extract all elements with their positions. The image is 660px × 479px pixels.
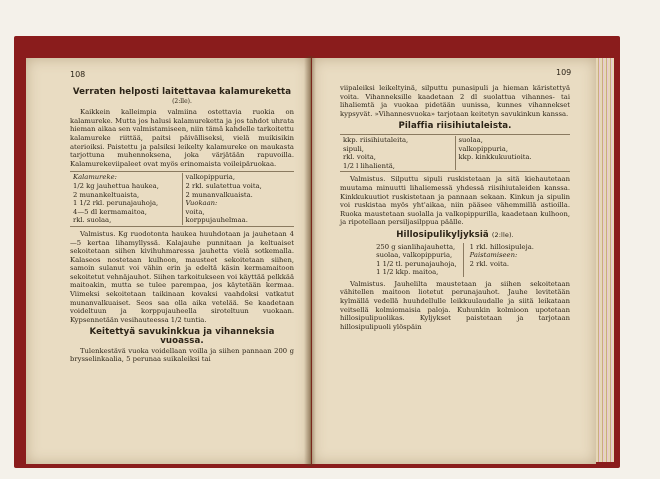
ingredients-left-column (340, 136, 455, 170)
ingredient-line: 1/2 l lihalientä, (343, 161, 395, 170)
ingredients-table (70, 171, 294, 227)
ingredient-line: voita, (185, 207, 205, 216)
ingredient-line: 1 1/2 rkl. perunajauhoja, (73, 199, 159, 208)
ingredient-line: valkopippuria, (458, 144, 509, 153)
ingredients-right-column (463, 243, 540, 277)
recipe-method: Valmistus. Silputtu sipuli ruskistetaan ja sitä kiehautetaan muutama minuutti lihaliemessä yhdessä riisihiutaleiden kanssa. Kinkkukuutiot ruskistetaan ja pannaan sekaan. Kinkun ja sipulin voi ruskistaa myös yht'aikaa, niin pääsee vähemmillä astioilla. Ruoka maustetaan suolalla ja valkopippurilla, kaadetaan kulhoon, ja ripotellaan persiljasilppua päälle. (340, 175, 570, 227)
serves-note: (2:lle). (491, 230, 514, 239)
ingredient-line: 2 munanvalkuaista. (185, 190, 253, 199)
ingredients-table (340, 134, 570, 172)
right-page-content (340, 84, 570, 331)
left-page-content (70, 84, 294, 364)
ingredient-line: 2 rkl. voita. (469, 259, 510, 268)
recipe-title: Keitettyä savukinkkua ja vihanneksia vuoassa. (89, 327, 275, 347)
ingredient-line: 1 rkl. hillosipuleja. (469, 242, 534, 251)
ingredient-line: 4—5 dl kermamaitoa, (73, 207, 147, 216)
ingredient-line: 1 1/2 kkp. maitoa, (376, 268, 439, 277)
ingredient-line: kkp. kinkkukuutioita. (458, 153, 532, 162)
ingredient-line: valkopippuria, (185, 173, 236, 182)
recipe-intro: Tulenkestävä vuoka voidellaan voilla ja siihen pannaan 200 g brysselinkaalia, 5 perunaa suikaleiksi tai (70, 346, 294, 364)
ingredient-line: 2 munankeltuaista, (73, 190, 140, 199)
ingredient-line: rkl. suolaa, (73, 216, 112, 225)
page-edges (596, 58, 614, 462)
ingredient-line: Vuokaan: (185, 199, 218, 208)
ingredients-right-column (455, 136, 571, 170)
ingredient-line: suolaa, (458, 135, 483, 144)
recipe-method: Valmistus. Kg ruodotonta haukea huuhdotaan ja jauhetaan 4—5 kertaa lihamyllyssä. Kalajauhe punnitaan ja keltuaiset sekoitetaan siihen kivihuhmaressa jauhetta vielä sotkemalla. Kalaseos nostetaan kulhoon, mausteet sekoitetaan siihen, samoin sulanut voi vähin erin ja edeltä käsin kermamaitoon sekoitetut vehnäjauhot. Siihen tarkoitukseen voi käyttää pelkkää maitoakin, mutta se tulee parempaa, jos käytetään kermaa. Viimeksi sekoitetaan taikinaan kovaksi vaahdoksi vatkatut munanvalkuaiset. Seos saa olla aika vetelää. Se kaadetaan voideltuun ja korppujauheella siroteltuun vuokaan. Kypsennetään vesihauteessa 1/2 tuntia. (70, 229, 294, 324)
ingredient-line: 2 rkl. sulatettua voita, (185, 181, 262, 190)
ingredient-line: 250 g sianlihajauhetta, (376, 242, 456, 251)
ingredient-line: 1 1/2 tl. perunajauhoja, (376, 259, 457, 268)
ingredients-left-column (370, 243, 463, 277)
recipe-method: Valmistus. Jauhelilta maustetaan ja siihen sekoitetaan vähitellen maitoon liotetut perunajauhot. Jauhe levitetään kylmällä vedellä huuhdellulle leikkuulaudalle ja siitä leikataan veitsellä kolmiomaisia paloja. Kuhunkin kolmioon upotetaan hillosipulipuolikas. Kyljykset paistetaan ja tarjotaan hillosipulipuoli ylöspäin (340, 279, 570, 331)
recipe-title: Hillosipulikyljyksiä (396, 229, 489, 240)
ingredient-line: suolaa, valkopippuria, (376, 251, 453, 260)
ingredient-line: Paistamiseen: (469, 251, 518, 260)
ingredients-left-column (70, 173, 182, 225)
ingredients-table (340, 243, 570, 277)
ingredient-line: Kalamureke: (73, 173, 117, 182)
serves-note: (2:lle). (172, 97, 192, 105)
ingredients-right-column (182, 173, 295, 225)
recipe-intro: Kaikkein kalleimpia valmiina ostettavia ruokia on kalamureke. Mutta jos halusi kalamureketta ja jos tahdot uhrata hieman aikaa sen valmistamiseen, niin tämä kahdelle tarkoitettu kalamureke riittää, paitsi päivälliseksi, vielä muikisikin aterioiksi. Paistettu ja palsiksi leikelty kalamureke on maukasta tarjottuna muhennoksena, joka värjätään rapuvoilla. Kalamurekeviipaleet ovat myös erinomaista voileipäruokaa. (70, 108, 294, 168)
recipe-title: Pilaffia riisihiutaleista. (398, 121, 512, 132)
ingredient-line: korppujauhelmaa. (185, 216, 248, 225)
left-page-number: 108 (70, 70, 86, 79)
ingredient-line: sipuli, (343, 144, 364, 153)
ingredient-line: 1/2 kg jauhettua haukea, (73, 181, 159, 190)
recipe-title-row (340, 231, 570, 240)
continued-text: viipaleiksi leikeltyinä, silputtu punasipuli ja hieman käristettyä voita. Vihanneksille kaadetaan 2 dl suolattua vihannes- tai lihaliemtä ja vuokaa pidetään uunissa, kunnes vihannekset kypsyvät. »Vihannesvuoka» tarjotaan keitetyn savukinkun kanssa. (340, 84, 570, 118)
book-gutter (304, 56, 316, 466)
ingredient-line: rkl. voita, (343, 153, 376, 162)
ingredient-line: kkp. riisihiutaleita, (343, 135, 409, 144)
recipe-title: Verraten helposti laitettavaa kalamureketta (72, 87, 292, 97)
right-page-number: 109 (556, 68, 572, 77)
